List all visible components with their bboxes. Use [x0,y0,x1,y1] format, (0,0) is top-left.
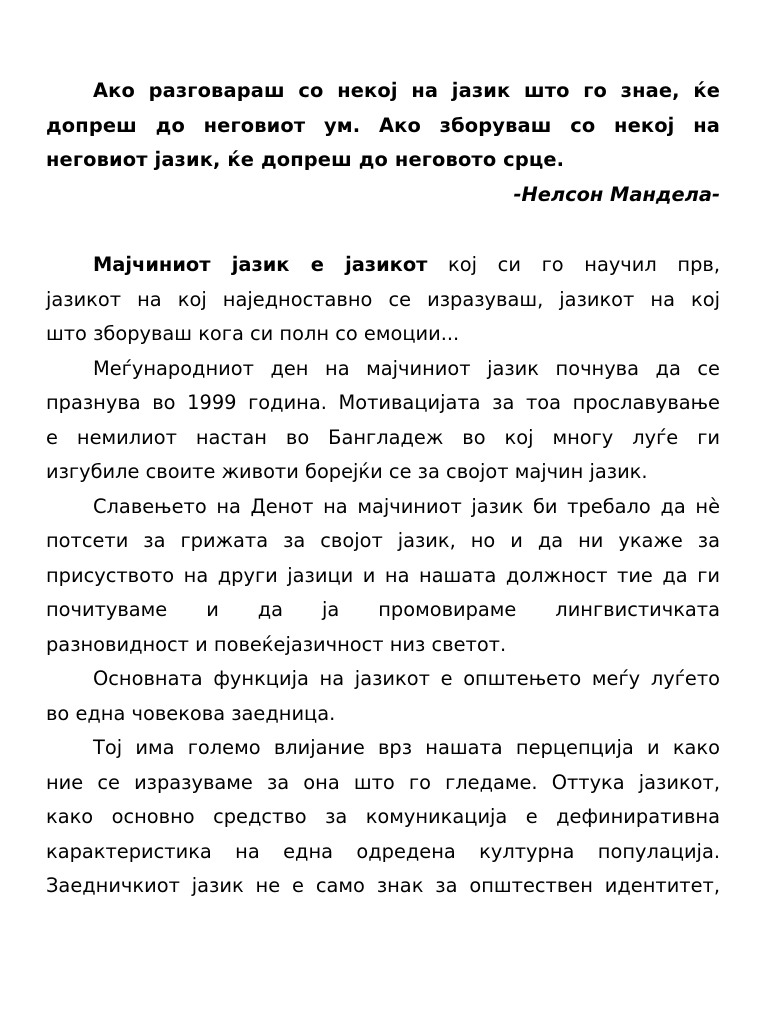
quote-block [46,74,720,212]
paragraph-line: разновидност и повеќејазичност низ светот. [46,632,507,656]
paragraph-line: што зборуваш кога си полн со емоции... [46,322,460,345]
paragraph-line: Меѓународниот ден на мајчиниот јазик почнува да се [93,356,720,380]
section-gap [46,212,720,248]
paragraph-line: изгубиле своите животи борејќи се за својот мајчин јазик. [46,460,648,483]
paragraph-line: Тој има големо влијание врз нашата перцепција и како [93,736,720,759]
paragraph-5 [46,731,720,904]
paragraph-line [46,248,720,283]
quote-author: -Нелсон Мандела- [513,182,720,206]
paragraph-line: почитуваме и да ја промовираме лингвистичката [46,598,720,621]
paragraph-text: кој си го научил прв, [427,253,720,276]
quote-line-1: Ако разговараш со некој на јазик што го знае, ќе [93,79,720,102]
paragraph-line: Заедничкиот јазик не е само знак за општествен идентитет, [46,874,720,897]
paragraph-line: е немилиот настан во Бангладеж во кој многу луѓе ги [46,425,720,449]
paragraph-line: присуството на други јазици и на нашата должност тие да ги [46,563,720,587]
paragraph-4 [46,662,720,731]
paragraph-line: карактеристика на една одредена културна популација. [46,839,720,863]
paragraph-1 [46,248,720,352]
paragraph-line: во една човекова заедница. [46,701,336,725]
quote-line-2: допреш до неговиот ум. Ако зборуваш со некој на [46,113,720,137]
paragraph-3 [46,490,720,663]
paragraph-line: потсети за грижата за својот јазик, но и да ни укаже за [46,529,720,552]
document-page [46,74,720,904]
paragraph-line: празнува во 1999 година. Мотивацијата за тоа прославување [46,391,720,414]
paragraph-line: ние се изразуваме за она што го гледаме. Оттука јазикот, [46,770,720,794]
paragraph-line: јазикот на кој наједноставно се изразуваш, јазикот на кој [46,287,720,311]
paragraph-line: Основната функција на јазикот е општењето меѓу луѓето [93,667,720,690]
paragraph-line: Славењето на Денот на мајчиниот јазик би требало да нè [93,494,720,518]
paragraph-line: како основно средство за комуникација е дефиниративна [46,805,720,828]
paragraph-2 [46,352,720,490]
quote-line-3: неговиот јазик, ќе допреш до неговото срце. [46,148,565,171]
bold-lead-text: Мајчиниот јазик е јазикот [93,253,428,276]
